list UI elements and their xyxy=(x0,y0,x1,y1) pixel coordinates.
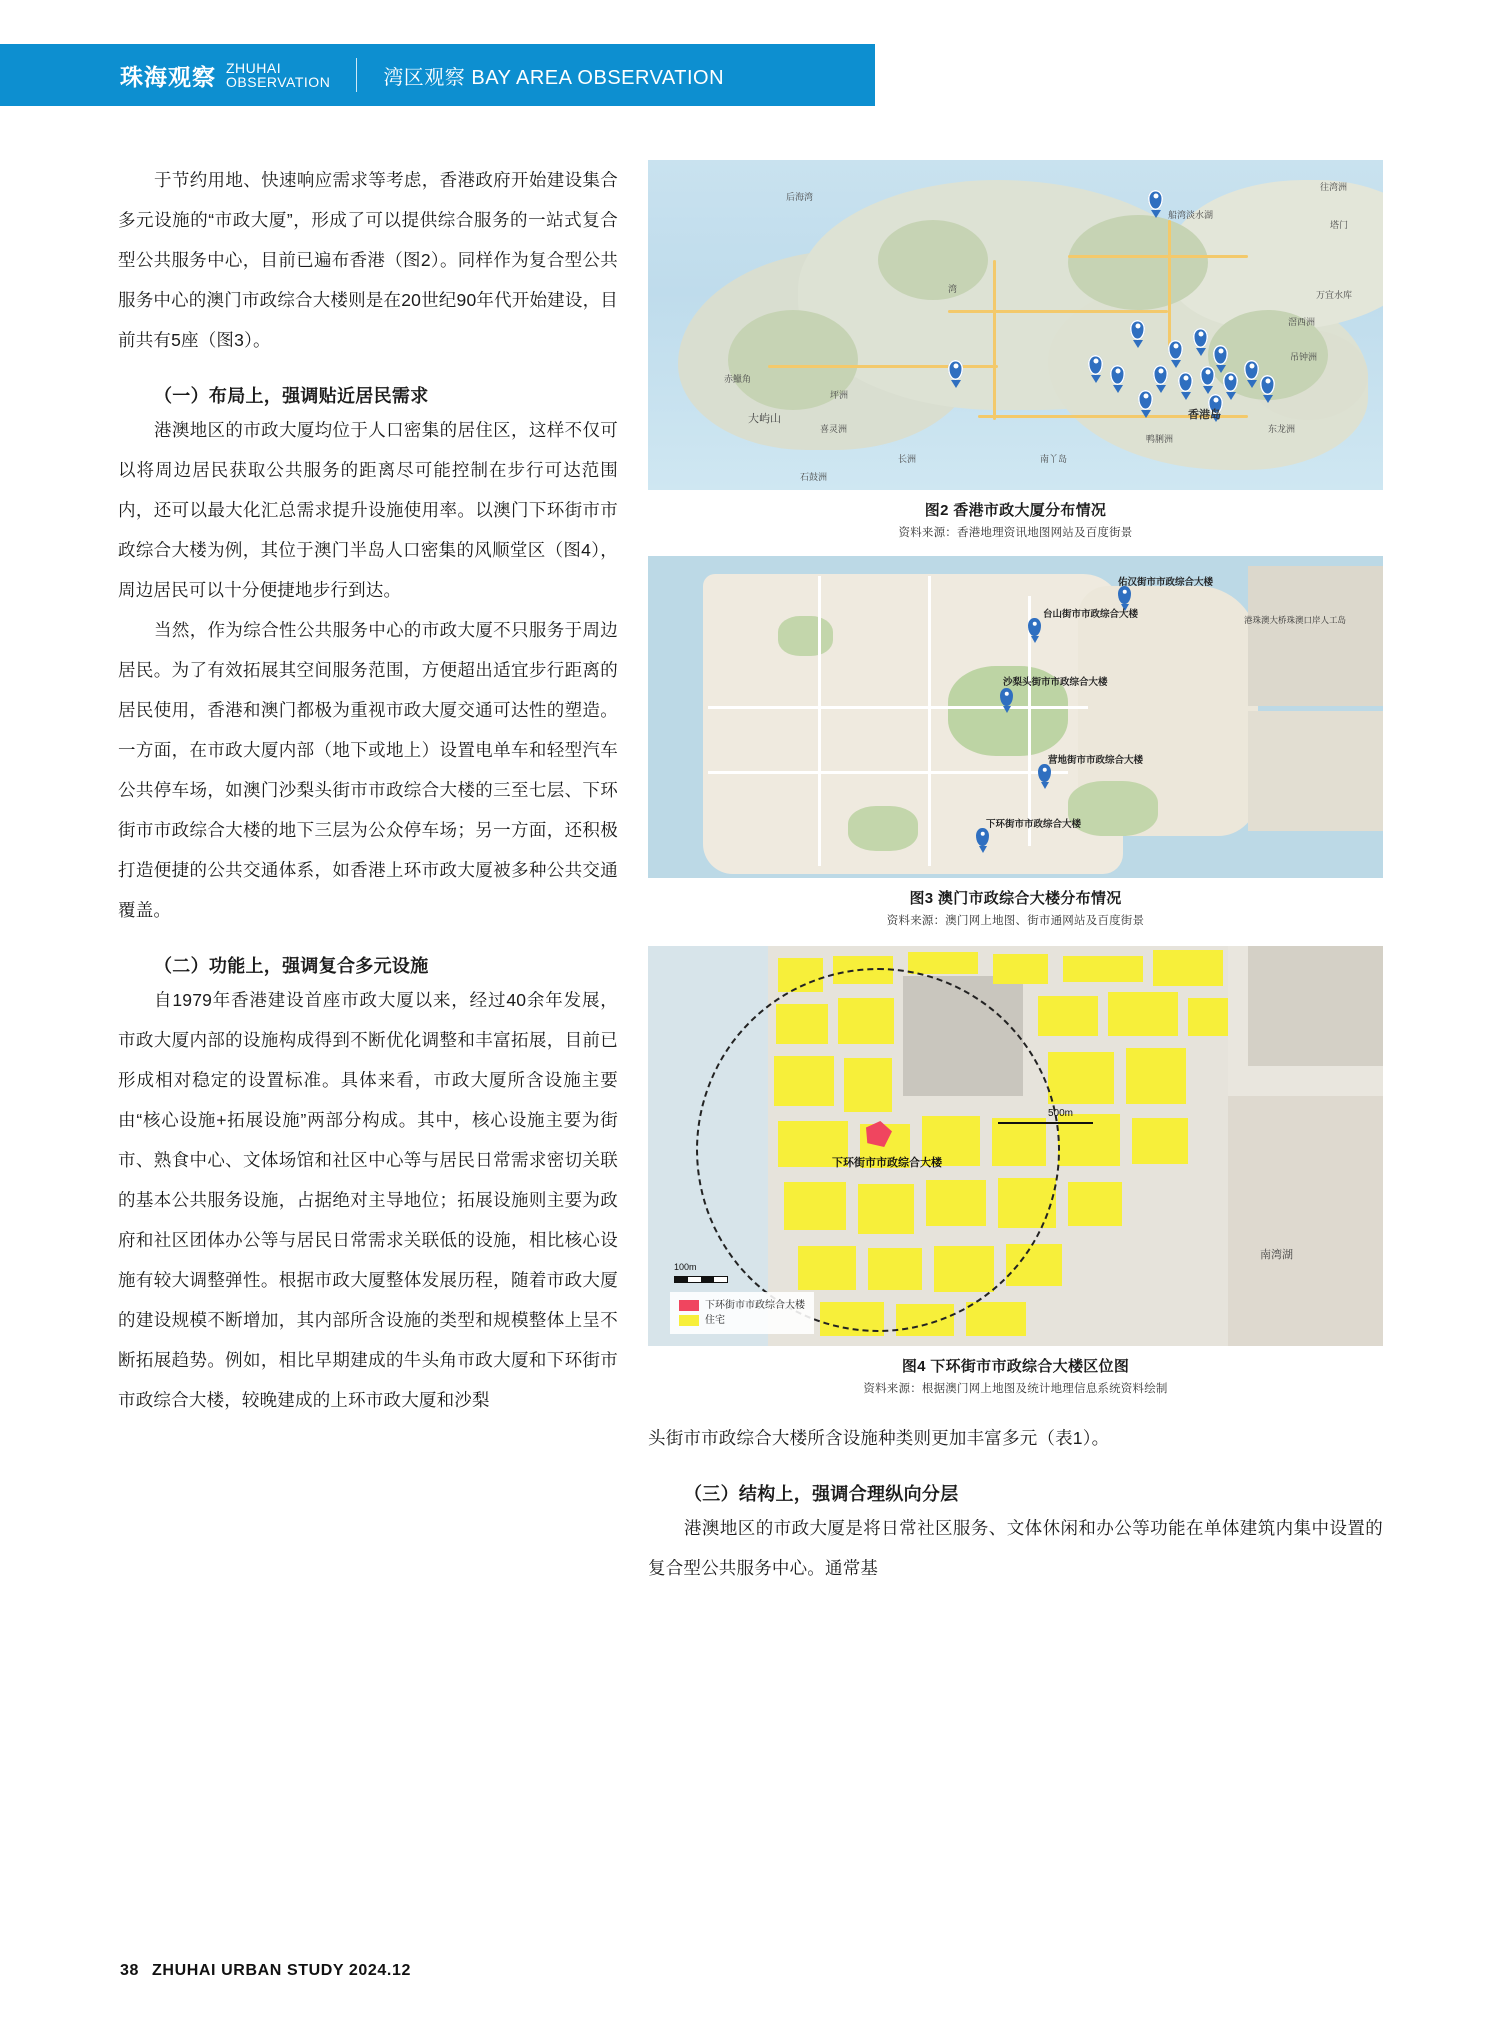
legend-label-building: 下环街市市政综合大楼 xyxy=(705,1300,805,1311)
map-road xyxy=(928,576,931,866)
map-place-label: 坪洲 xyxy=(830,390,849,400)
journal-name: ZHUHAI URBAN STUDY 2024.12 xyxy=(152,1962,411,1979)
map-place-label: 香港岛 xyxy=(1188,409,1221,421)
map-marker-label: 沙梨头街市市政综合大楼 xyxy=(1003,677,1108,688)
paragraph-2: 港澳地区的市政大厦均位于人口密集的居住区，这样不仅可以将周边居民获取公共服务的距离尽可能控制在步行可达范围内，还可以最大化汇总需求提升设施使用率。以澳门下环街市市政综合大楼为例，其位于澳门半岛人口密集的风顺堂区（图4），周边居民可以十分便捷地步行到达。 xyxy=(118,420,618,600)
map-marker-dot xyxy=(1153,194,1158,199)
figure-3 xyxy=(648,556,1383,928)
paragraph-1: 于节约用地、快速响应需求等考虑，香港政府开始建设集合多元设施的“市政大厦”，形成了可以提供综合服务的一站式复合型公共服务中心，目前已遍布香港（图2）。同样作为复合型公共服务中心的澳门市政综合大楼则是在20世纪90年代开始建设，目前共有5座（图3）。 xyxy=(118,170,618,350)
paragraph-4: 自1979年香港建设首座市政大厦以来，经过40余年发展，市政大厦内部的设施构成得到不断优化调整和丰富拓展，目前已形成相对稳定的设置标准。具体来看，市政大厦所含设施主要由“核心设施+拓展设施”两部分构成。其中，核心设施主要为街市、熟食中心、文体场馆和社区中心等与居民日常需求密切关联的基本公共服务设施，占据绝对主导地位；拓展设施则主要为政府和社区团体办公等与居民日常需求关联低的设施，相比核心设施有较大调整弹性。根据市政大厦整体发展历程，随着市政大厦的建设规模不断增加，其内部所含设施的类型和规模整体上呈不断拓展趋势。例如，相比早期建成的牛头角市政大厦和下环街市市政综合大楼，较晚建成的上环市政大厦和沙梨 xyxy=(118,990,618,1410)
legend-label-residential: 住宅 xyxy=(705,1315,725,1326)
section-title xyxy=(383,61,724,90)
residential-block xyxy=(1048,1052,1114,1104)
map-road xyxy=(993,260,996,420)
map-block-area xyxy=(1248,946,1383,1066)
map-marker-dot xyxy=(980,831,985,836)
target-building-label: 下环街市市政综合大楼 xyxy=(832,1157,942,1169)
figure-2 xyxy=(648,160,1383,540)
residential-block xyxy=(966,1302,1026,1336)
legend-item xyxy=(679,1298,805,1313)
legend-swatch-residential xyxy=(679,1315,699,1326)
header-divider xyxy=(356,58,357,92)
map-marker-dot xyxy=(1143,394,1148,399)
scale-bar-100 xyxy=(674,1276,728,1283)
brand-title-en-line2: OBSERVATION xyxy=(226,74,331,90)
heading-section-two: （二）功能上，强调复合多元设施 xyxy=(154,956,429,976)
map-marker-dot xyxy=(1115,369,1120,374)
left-text-column xyxy=(118,160,618,1420)
map-marker-dot xyxy=(1265,379,1270,384)
map-marker-dot xyxy=(953,364,958,369)
map-marker-dot xyxy=(1183,376,1188,381)
page-number: 38 xyxy=(120,1962,139,1979)
figure-2-caption: 图2 香港市政大厦分布情况 xyxy=(924,502,1107,519)
legend-item xyxy=(679,1313,805,1328)
scale-bar-500 xyxy=(998,1122,1093,1124)
map-marker-dot xyxy=(1004,691,1009,696)
map-road xyxy=(818,576,821,866)
map-place-label: 船湾淡水湖 xyxy=(1168,210,1214,220)
map-green-area xyxy=(878,220,988,300)
map-marker-label: 下环街市市政综合大楼 xyxy=(986,819,1082,830)
map-place-label: 赤鱲角 xyxy=(724,374,752,384)
map-place-label: 东龙洲 xyxy=(1268,424,1296,434)
paragraph-6: 港澳地区的市政大厦是将日常社区服务、文体休闲和办公等功能在单体建筑内集中设置的复合型公共服务中心。通常基 xyxy=(648,1518,1383,1578)
residential-block xyxy=(908,952,978,974)
walking-radius-circle xyxy=(696,968,1060,1332)
residential-block xyxy=(1188,998,1228,1036)
figure-4-caption: 图4 下环街市市政综合大楼区位图 xyxy=(901,1358,1130,1375)
map-marker-dot xyxy=(1032,621,1037,626)
residential-block xyxy=(1068,1182,1122,1226)
residential-block xyxy=(1038,996,1098,1036)
map-marker-dot xyxy=(1228,376,1233,381)
map-place-label: 大屿山 xyxy=(748,413,781,425)
map-park xyxy=(1068,781,1158,836)
figure-2-image xyxy=(648,160,1383,490)
section-title-en: BAY AREA OBSERVATION xyxy=(471,66,725,89)
brand-title-en-line1: ZHUHAI xyxy=(226,59,282,76)
map-legend xyxy=(670,1292,814,1334)
page-footer xyxy=(120,1962,411,1980)
right-content-column xyxy=(648,160,1383,1588)
figure-4-source: 资料来源：根据澳门网上地图及统计地理信息系统资料绘制 xyxy=(863,1383,1168,1395)
map-marker-dot xyxy=(1158,369,1163,374)
map-place-label: 南丫岛 xyxy=(1040,454,1068,464)
lake-label: 南湾湖 xyxy=(1260,1249,1293,1261)
scale-label-500: 500m xyxy=(1048,1108,1074,1119)
map-place-label: 滘西洲 xyxy=(1288,317,1316,327)
map-road xyxy=(1068,255,1248,258)
residential-block xyxy=(1126,1048,1186,1104)
map-place-label: 后海湾 xyxy=(786,192,814,202)
map-marker-dot xyxy=(1249,364,1254,369)
map-marker-label: 佑汉街市市政综合大楼 xyxy=(1118,577,1214,588)
map-marker-label: 营地街市市政综合大楼 xyxy=(1048,755,1144,766)
brand-title-en xyxy=(226,61,330,90)
map-green-area xyxy=(1068,215,1208,310)
residential-block xyxy=(993,954,1048,984)
figure-3-caption: 图3 澳门市政综合大楼分布情况 xyxy=(909,890,1122,907)
map-place-label: 湾 xyxy=(948,284,958,294)
map-island-block xyxy=(1248,566,1383,706)
figure-3-image xyxy=(648,556,1383,878)
residential-block xyxy=(1132,1118,1188,1164)
map-marker-dot xyxy=(1093,359,1098,364)
map-place-label: 喜灵洲 xyxy=(820,424,848,434)
paragraph-5: 头街市市政综合大楼所含设施种类则更加丰富多元（表1）。 xyxy=(648,1428,1110,1448)
residential-block xyxy=(1063,956,1143,982)
map-road xyxy=(708,771,1068,774)
figure-4 xyxy=(648,946,1383,1396)
residential-block xyxy=(1153,950,1223,986)
map-marker-dot xyxy=(1198,332,1203,337)
map-park xyxy=(778,616,833,656)
map-island-block xyxy=(1248,711,1383,831)
paragraph-3: 当然，作为综合性公共服务中心的市政大厦不只服务于周边居民。为了有效拓展其空间服务范围，方便超出适宜步行距离的居民使用，香港和澳门都极为重视市政大厦交通可达性的塑造。一方面，在市政大厦内部（地下或地上）设置电单车和轻型汽车公共停车场，如澳门沙梨头街市市政综合大楼的三至七层、下环街市市政综合大楼的地下三层为公众停车场；另一方面，还积极打造便捷的公共交通体系，如香港上环市政大厦被多种公共交通覆盖。 xyxy=(118,620,618,920)
legend-swatch-building xyxy=(679,1300,699,1311)
map-marker-dot xyxy=(1122,589,1127,594)
map-marker-dot xyxy=(1218,349,1223,354)
map-road xyxy=(948,310,1168,313)
map-district-area xyxy=(1208,1096,1383,1346)
map-marker-label: 台山街市市政综合大楼 xyxy=(1043,609,1139,620)
map-marker-dot xyxy=(1135,324,1140,329)
map-place-label: 长洲 xyxy=(898,454,917,464)
map-road xyxy=(708,706,1088,709)
brand-title-zh: 珠海观察 xyxy=(120,63,216,90)
map-road xyxy=(768,365,998,368)
header-inner xyxy=(0,58,724,92)
map-place-label: 吊钟洲 xyxy=(1290,352,1318,362)
map-place-label: 塔门 xyxy=(1330,220,1349,230)
map-marker-dot xyxy=(1173,344,1178,349)
heading-section-three: （三）结构上，强调合理纵向分层 xyxy=(684,1484,959,1504)
map-marker-dot xyxy=(1213,398,1218,403)
figure-2-source: 资料来源：香港地理资讯地图网站及百度街景 xyxy=(898,527,1133,539)
map-extra-label: 港珠澳大桥珠澳口岸人工岛 xyxy=(1244,615,1347,625)
figure-4-image xyxy=(648,946,1383,1346)
map-place-label: 石鼓洲 xyxy=(800,472,828,482)
heading-section-one: （一）布局上，强调贴近居民需求 xyxy=(154,386,429,406)
section-title-zh: 湾区观察 xyxy=(383,66,466,89)
residential-block xyxy=(1108,992,1178,1036)
map-marker-dot xyxy=(1042,767,1047,772)
scale-label-100: 100m xyxy=(674,1262,697,1272)
map-place-label: 鸭脷洲 xyxy=(1146,434,1174,444)
map-place-label: 往湾洲 xyxy=(1320,182,1348,192)
page-header-band xyxy=(0,44,875,106)
map-marker-dot xyxy=(1205,370,1210,375)
map-park xyxy=(848,806,918,851)
figure-3-source: 资料来源：澳门网上地图、街市通网站及百度街景 xyxy=(886,915,1145,927)
map-road xyxy=(1168,220,1171,350)
map-place-label: 万宜水库 xyxy=(1316,290,1353,300)
